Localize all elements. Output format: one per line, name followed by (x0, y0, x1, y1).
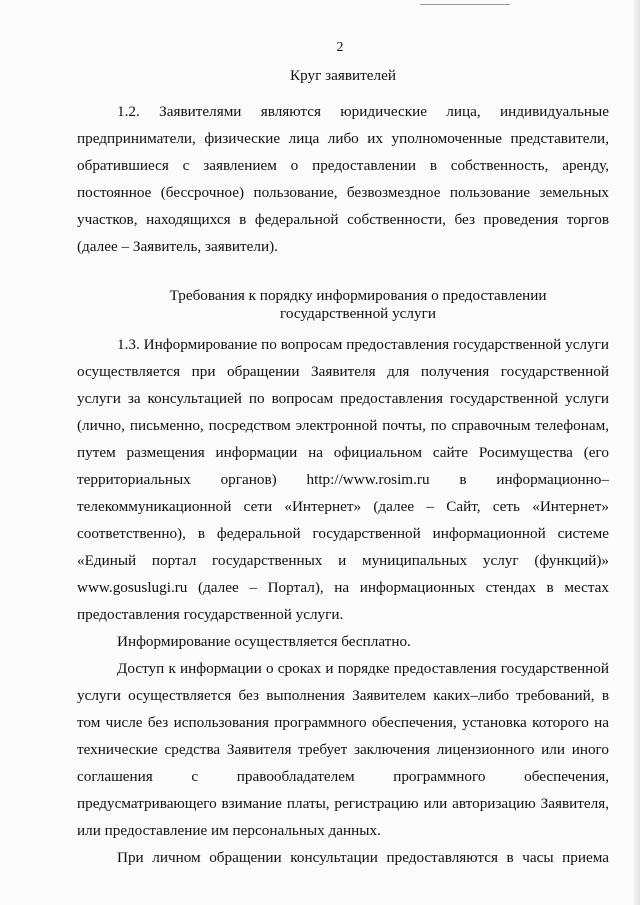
paragraph-access-info: Доступ к информации о сроках и порядке предоставления государственной услуги осуществляется без выполнения Заявителем каких–либо требований, в том числе без использования программного обеспечения, установка которого на технические средства Заявителя требует заключения лицензионного или иного соглашения с правообладателем программного обеспечения, предусматривающего взимание платы, регистрацию или авторизацию Заявителя, или предоставление им персональных данных. (77, 660, 609, 839)
scan-artifact-line (420, 4, 510, 5)
section-heading-informing-line-2: государственной услуги (280, 305, 436, 322)
section-heading-informing (77, 287, 609, 323)
paragraph-1-3: 1.3. Информирование по вопросам предоставления государственной услуги осуществляется при обращении Заявителя для получения государственной услуги за консультацией по вопросам предоставления государственной услуги (лично, письменно, посредством электронной почты, по справочным телефонам, путем размещения информации на официальном сайте Росимущества (его территориальных органов) http://www.rosim.ru в информационно–телекоммуникационной сети «Интернет» (далее – Сайт, сеть «Интернет» соответственно), в федеральной государственной информационной системе «Единый портал государственных и муниципальных услуг (функций)» www.gosuslugi.ru (далее – Портал), на информационных стендах в местах предоставления государственной услуги. (77, 336, 609, 623)
scan-edge-shadow (634, 0, 640, 905)
paragraph-personal-visit: При личном обращении консультации предоставляются в часы приема (117, 849, 609, 866)
paragraph-free-informing: Информирование осуществляется бесплатно. (117, 633, 411, 650)
paragraph-1-2: 1.2. Заявителями являются юридические лица, индивидуальные предприниматели, физические лица либо их уполномоченные представители, обратившиеся с заявлением о предоставлении в собственность, аренду, постоянное (бессрочное) пользование, безвозмездное пользование земельных участков, находящихся в федеральной собственности, без проведения торгов (далее – Заявитель, заявители). (77, 103, 609, 255)
section-heading-applicants: Круг заявителей (290, 67, 396, 84)
section-heading-informing-line-1: Требования к порядку информирования о предоставлении (169, 287, 547, 304)
document-body (77, 62, 609, 871)
page-number: 2 (336, 40, 344, 55)
